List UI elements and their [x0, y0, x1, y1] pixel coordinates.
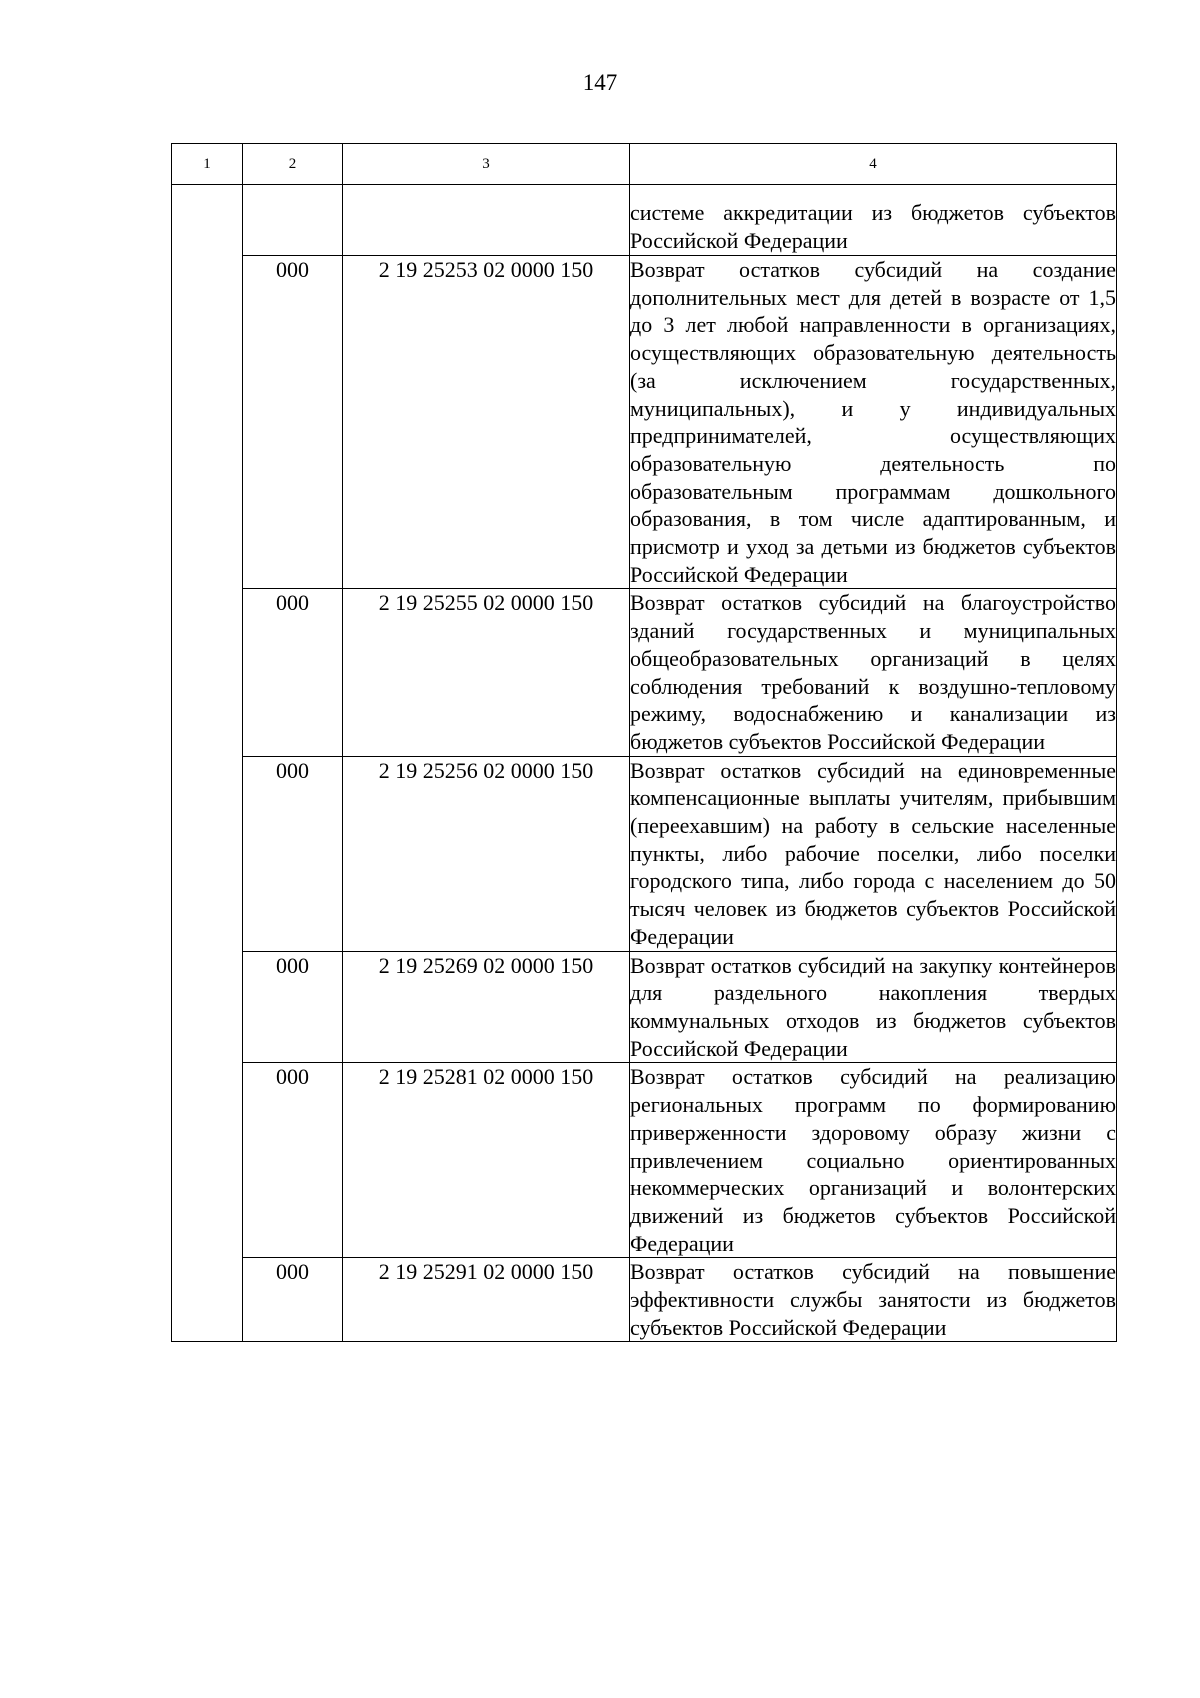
description-cell: Возврат остатков субсидий на единовременные компенсационные выплаты учителям, прибывшим (переехавшим) на работу в сельские населенные пункты, либо рабочие поселки, либо поселки городского типа, либо города с населением до 50 тысяч человек из бюджетов субъектов Российской Федерации	[630, 756, 1117, 951]
code-cell	[243, 185, 343, 256]
table-row	[172, 1063, 1117, 1258]
merged-column-1-cell	[172, 185, 243, 1342]
code-cell: 000	[243, 589, 343, 756]
kbk-cell: 2 19 25253 02 0000 150	[343, 256, 630, 589]
column-number-3: 3	[343, 144, 630, 185]
kbk-cell: 2 19 25291 02 0000 150	[343, 1258, 630, 1342]
table-row	[172, 185, 1117, 256]
code-cell: 000	[243, 951, 343, 1063]
description-cell: Возврат остатков субсидий на повышение эффективности службы занятости из бюджетов субъектов Российской Федерации	[630, 1258, 1117, 1342]
kbk-cell: 2 19 25256 02 0000 150	[343, 756, 630, 951]
column-number-1: 1	[172, 144, 243, 185]
table-row	[172, 1258, 1117, 1342]
kbk-cell: 2 19 25269 02 0000 150	[343, 951, 630, 1063]
table-row	[172, 756, 1117, 951]
code-cell: 000	[243, 1258, 343, 1342]
column-number-2: 2	[243, 144, 343, 185]
description-cell: системе аккредитации из бюджетов субъектов Российской Федерации	[630, 185, 1117, 256]
kbk-cell	[343, 185, 630, 256]
description-cell: Возврат остатков субсидий на реализацию региональных программ по формированию приверженности здоровому образу жизни с привлечением социально ориентированных некоммерческих организаций и волонтерских движений из бюджетов субъектов Российской Федерации	[630, 1063, 1117, 1258]
table-header-row	[172, 144, 1117, 185]
table-row	[172, 951, 1117, 1063]
table-row	[172, 589, 1117, 756]
code-cell: 000	[243, 256, 343, 589]
description-cell: Возврат остатков субсидий на создание дополнительных мест для детей в возрасте от 1,5 до 3 лет любой направленности в организациях, осуществляющих образовательную деятельность (за исключением государственных, муниципальных), и у индивидуальных предпринимателей, осуществляющих образовательную деятельность по образовательным программам дошкольного образования, в том числе адаптированным, и присмотр и уход за детьми из бюджетов субъектов Российской Федерации	[630, 256, 1117, 589]
kbk-cell: 2 19 25255 02 0000 150	[343, 589, 630, 756]
description-cell: Возврат остатков субсидий на благоустройство зданий государственных и муниципальных общеобразовательных организаций в целях соблюдения требований к воздушно-тепловому режиму, водоснабжению и канализации из бюджетов субъектов Российской Федерации	[630, 589, 1117, 756]
code-cell: 000	[243, 1063, 343, 1258]
code-cell: 000	[243, 756, 343, 951]
table-row	[172, 256, 1117, 589]
description-cell: Возврат остатков субсидий на закупку контейнеров для раздельного накопления твердых коммунальных отходов из бюджетов субъектов Российской Федерации	[630, 951, 1117, 1063]
kbk-cell: 2 19 25281 02 0000 150	[343, 1063, 630, 1258]
column-number-4: 4	[630, 144, 1117, 185]
page-number: 147	[582, 70, 618, 95]
budget-codes-table	[171, 143, 1117, 1342]
